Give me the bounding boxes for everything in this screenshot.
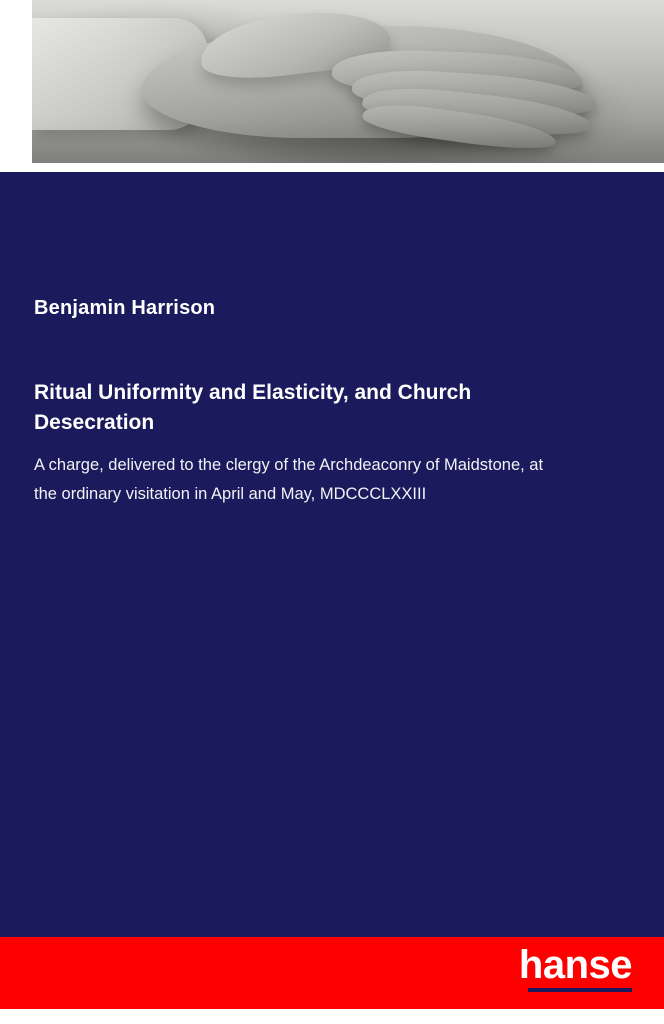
logo-underline: [528, 988, 632, 992]
book-subtitle: A charge, delivered to the clergy of the Archdeaconry of Maidstone, at the ordinary visitation in April and May, MDCCCLXXIII: [34, 455, 544, 503]
cover-photo-band: [0, 0, 664, 172]
author-name: Benjamin Harrison: [34, 297, 216, 319]
photo-shading: [32, 0, 664, 163]
open-hand-photograph: [32, 0, 664, 163]
cover-main-panel: [0, 172, 664, 937]
publisher-band: [0, 937, 664, 1009]
publisher-logo: [519, 945, 632, 994]
page-bottom-margin: [0, 1009, 664, 1024]
cover-text-block: [34, 296, 594, 509]
book-title: Ritual Uniformity and Elasticity, and Church Desecration: [34, 381, 472, 435]
publisher-name: hanse: [518, 943, 632, 987]
